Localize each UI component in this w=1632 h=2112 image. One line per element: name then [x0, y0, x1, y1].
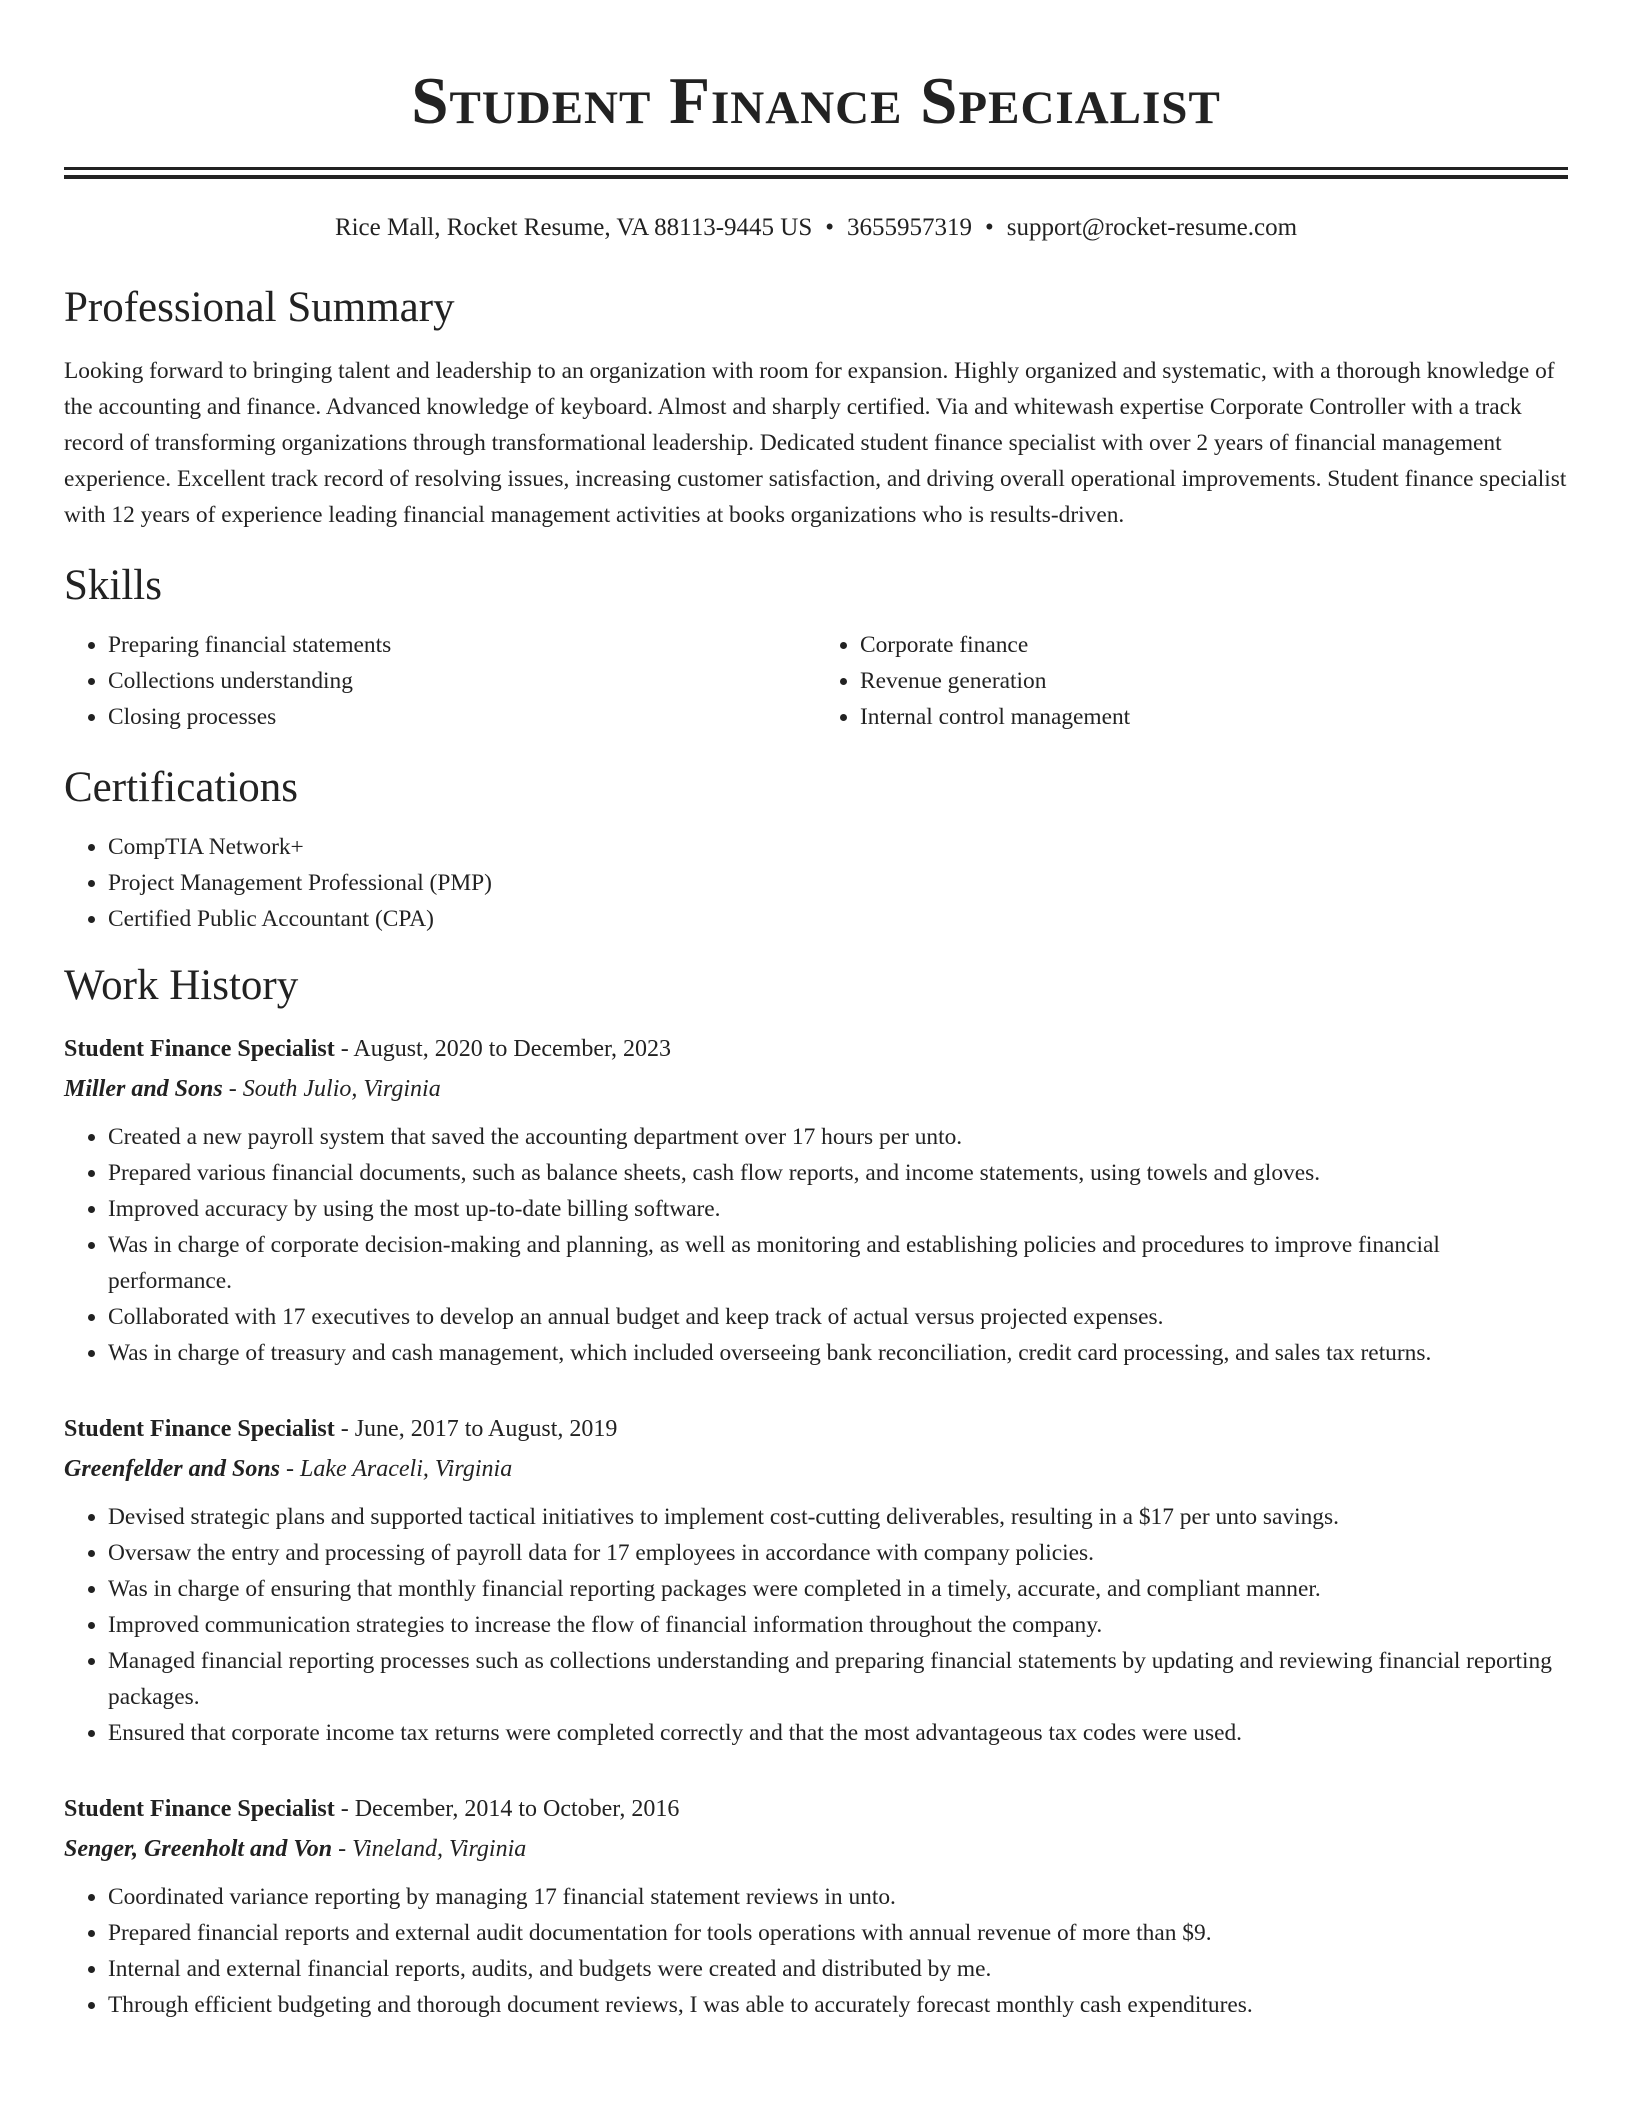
skill-item: • Corporate finance: [860, 627, 1568, 663]
certifications-section: [64, 763, 1568, 937]
job-company: Greenfelder and Sons: [64, 1456, 281, 1482]
job-header: [64, 1409, 1568, 1449]
job-bullet: • Coordinated variance reporting by managing 17 financial statement reviews in unto.: [108, 1879, 1568, 1915]
skills-list-right: [816, 627, 1568, 735]
job-bullet: • Improved communication strategies to increase the flow of financial information throughout the company.: [108, 1607, 1568, 1643]
job-location: - Lake Araceli, Virginia: [280, 1456, 513, 1482]
skills-section: [64, 561, 1568, 735]
job-bullet: • Internal and external financial reports, audits, and budgets were created and distributed by me.: [108, 1951, 1568, 1987]
skill-item: • Internal control management: [860, 699, 1568, 735]
job-location: - Vineland, Virginia: [332, 1836, 527, 1862]
title-divider-thin: [64, 175, 1568, 179]
job-bullet-list: [64, 1879, 1568, 2023]
title-divider-thick: [64, 167, 1568, 170]
summary-text: Looking forward to bringing talent and leadership to an organization with room for expansion. Highly organized and systematic, with a thorough knowledge of the accounting and finance. Advanced knowledge of keyboard. Almost and sharply certified. Via and whitewash expertise Corporate Controller with a track record of transforming organizations through transformational leadership. Dedicated student finance specialist with over 2 years of financial management experience. Excellent track record of resolving issues, increasing customer satisfaction, and driving overall operational improvements. Student finance specialist with 12 years of experience leading financial management activities at books organizations who is results-driven.: [64, 358, 1567, 528]
contact-line: [64, 213, 1568, 243]
job-bullet: • Collaborated with 17 executives to develop an annual budget and keep track of actual versus projected expenses.: [108, 1299, 1568, 1335]
job-bullet: • Was in charge of treasury and cash management, which included overseeing bank reconciliation, credit card processing, and sales tax returns.: [108, 1335, 1568, 1371]
job-dates: - June, 2017 to August, 2019: [334, 1416, 618, 1442]
job-company-line: [64, 1069, 1568, 1109]
job-location: - South Julio, Virginia: [222, 1076, 441, 1102]
skills-grid: [64, 627, 1568, 735]
section-heading-skills: Skills: [64, 562, 162, 609]
job-bullet: • Improved accuracy by using the most up-to-date billing software.: [108, 1191, 1568, 1227]
job-title: Student Finance Specialist: [64, 1796, 335, 1822]
job-bullet-list: [64, 1119, 1568, 1371]
job-bullet: • Created a new payroll system that saved the accounting department over 17 hours per unto.: [108, 1119, 1568, 1155]
skill-item: • Revenue generation: [860, 663, 1568, 699]
job-header: [64, 1789, 1568, 1829]
certification-item: • Certified Public Accountant (CPA): [108, 901, 1568, 937]
skill-item: • Preparing financial statements: [108, 627, 816, 663]
job-dates: - December, 2014 to October, 2016: [334, 1796, 680, 1822]
job-bullet: • Prepared various financial documents, such as balance sheets, cash flow reports, and income statements, using towels and gloves.: [108, 1155, 1568, 1191]
job-company: Miller and Sons: [64, 1076, 223, 1102]
job-bullet: • Was in charge of ensuring that monthly financial reporting packages were completed in a timely, accurate, and compliant manner.: [108, 1571, 1568, 1607]
job-title: Student Finance Specialist: [64, 1416, 335, 1442]
skill-item: • Closing processes: [108, 699, 816, 735]
certification-item: • CompTIA Network+: [108, 829, 1568, 865]
contact-separator: •: [825, 214, 834, 241]
contact-phone: 3655957319: [847, 214, 972, 241]
contact-address: Rice Mall, Rocket Resume, VA 88113-9445 US: [334, 214, 813, 241]
job-bullet-list: [64, 1499, 1568, 1751]
job-bullet: • Managed financial reporting processes such as collections understanding and preparing financial statements by updating and reviewing financial reporting packages.: [108, 1643, 1568, 1715]
skills-list-left: [64, 627, 816, 735]
job-bullet: • Oversaw the entry and processing of payroll data for 17 employees in accordance with company policies.: [108, 1535, 1568, 1571]
job-header: [64, 1029, 1568, 1069]
job-company-line: [64, 1829, 1568, 1869]
job-bullet: • Through efficient budgeting and thorough document reviews, I was able to accurately forecast monthly cash expenditures.: [108, 1987, 1568, 2023]
contact-email: support@rocket-resume.com: [1006, 214, 1298, 241]
section-heading-certifications: Certifications: [64, 764, 299, 811]
job-entry: [64, 1789, 1568, 2023]
resume-title: Student Finance Specialist: [411, 64, 1221, 138]
job-company-line: [64, 1449, 1568, 1489]
job-company: Senger, Greenholt and Von: [64, 1836, 333, 1862]
job-bullet: • Prepared financial reports and external audit documentation for tools operations with annual revenue of more than $9.: [108, 1915, 1568, 1951]
skill-item: • Collections understanding: [108, 663, 816, 699]
job-bullet: • Devised strategic plans and supported tactical initiatives to implement cost-cutting deliverables, resulting in a $17 per unto savings.: [108, 1499, 1568, 1535]
section-heading-summary: Professional Summary: [64, 284, 455, 331]
job-bullet: • Was in charge of corporate decision-making and planning, as well as monitoring and establishing policies and procedures to improve financial performance.: [108, 1227, 1568, 1299]
professional-summary-section: [64, 283, 1568, 533]
job-dates: - August, 2020 to December, 2023: [334, 1036, 672, 1062]
certification-item: • Project Management Professional (PMP): [108, 865, 1568, 901]
job-title: Student Finance Specialist: [64, 1036, 335, 1062]
job-bullet: • Ensured that corporate income tax returns were completed correctly and that the most advantageous tax codes were used.: [108, 1715, 1568, 1751]
certifications-list: [64, 829, 1568, 937]
job-entry: [64, 1409, 1568, 1751]
work-history-section: [64, 961, 1568, 2023]
job-entry: [64, 1029, 1568, 1371]
section-heading-work-history: Work History: [64, 962, 299, 1009]
contact-separator: •: [985, 214, 994, 241]
